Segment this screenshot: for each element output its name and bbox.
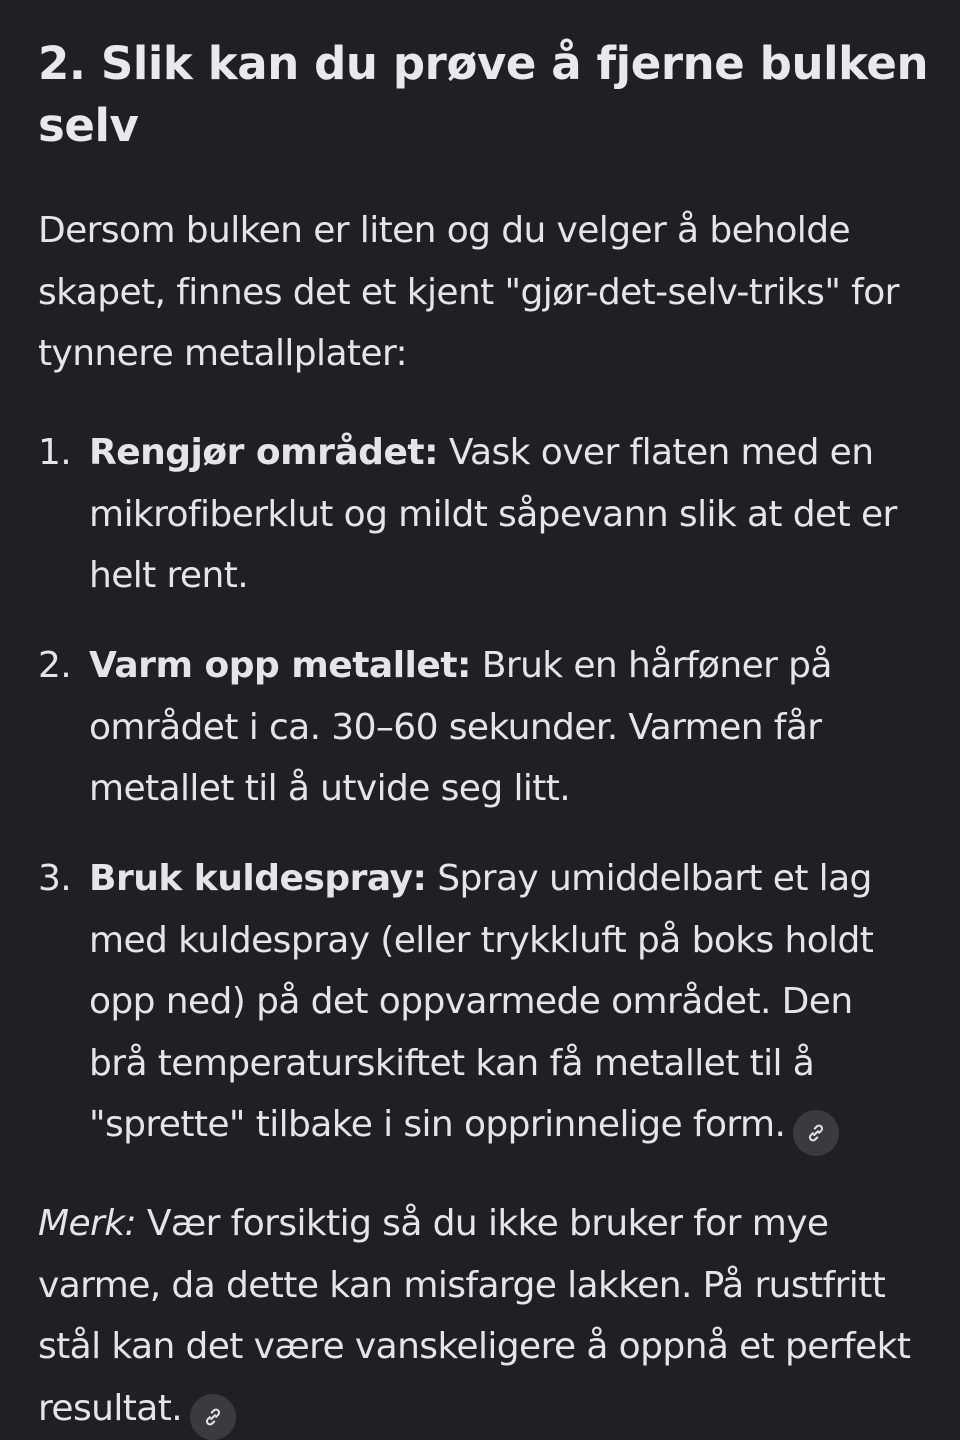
link-icon: [805, 1122, 827, 1144]
step-text: Spray umiddelbart et lag med kuldespray (eller trykkluft på boks holdt opp ned) på det oppvarmede området. Den brå temperaturskiftet kan få metallet til å "sprette" tilbake i sin opprinnelige form.: [89, 858, 874, 1145]
step-text: Bruk en hårføner på området i ca. 30–60 sekunder. Varmen får metallet til å utvide seg litt.: [89, 645, 832, 809]
step-body: [89, 848, 919, 1156]
step-text: Vask over flaten med en mikrofiberklut og mildt såpevann slik at det er helt rent.: [89, 432, 897, 596]
step-body: [89, 635, 919, 820]
note-paragraph: [38, 1193, 928, 1440]
link-icon: [202, 1406, 224, 1428]
section-heading: 2. Slik kan du prøve å fjerne bulken selv: [38, 37, 929, 152]
step-title: Bruk kuldespray:: [89, 858, 427, 899]
step-number: 2.: [38, 645, 72, 686]
source-link-button[interactable]: [190, 1394, 236, 1440]
source-link-button[interactable]: [793, 1110, 839, 1156]
step-number: 1.: [38, 432, 72, 473]
step-number: 3.: [38, 858, 72, 899]
intro-paragraph: Dersom bulken er liten og du velger å beholde skapet, finnes det et kjent "gjør-det-selv-triks" for tynnere metallplater:: [38, 210, 899, 374]
step-title: Varm opp metallet:: [89, 645, 471, 686]
note-text: Vær forsiktig så du ikke bruker for mye varme, da dette kan misfarge lakken. På rustfritt stål kan det være vanskeligere å oppnå et perfekt resultat.: [38, 1203, 911, 1429]
step-body: [89, 422, 919, 607]
note-label: Merk:: [38, 1203, 136, 1244]
step-title: Rengjør området:: [89, 432, 438, 473]
